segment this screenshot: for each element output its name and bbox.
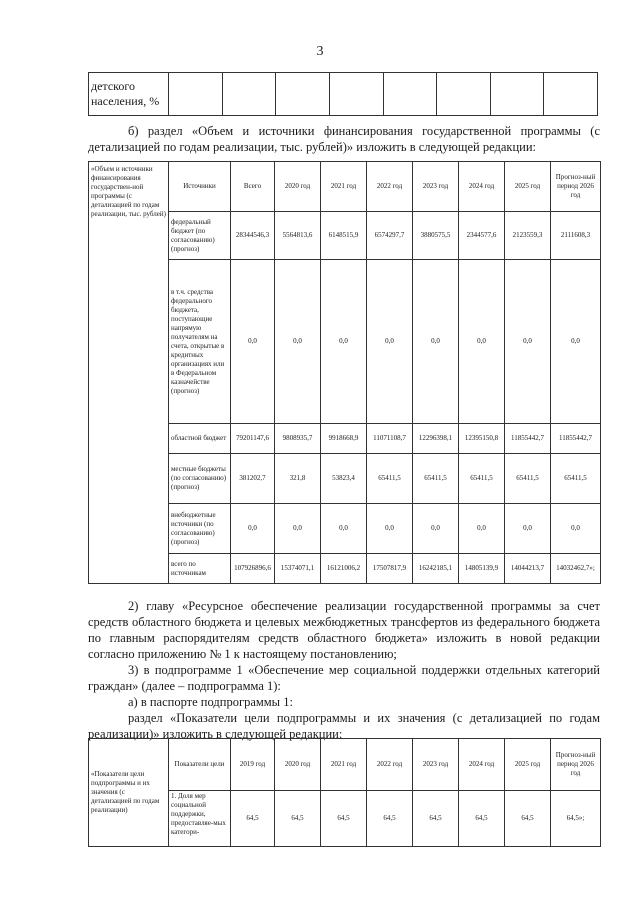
header-cell: Прогноз-ный период 2026 год: [551, 162, 601, 212]
empty-cell: [169, 73, 223, 116]
source-cell: внебюджетные источники (по согласованию) (прогноз): [169, 504, 231, 554]
empty-cell: [222, 73, 276, 116]
value-cell: 0,0: [505, 260, 551, 424]
header-cell: 2022 год: [367, 162, 413, 212]
value-cell: 64,5: [275, 791, 321, 847]
header-cell: 2023 год: [413, 162, 459, 212]
value-cell: 0,0: [367, 504, 413, 554]
value-cell: 0,0: [367, 260, 413, 424]
value-cell: 2111608,3: [551, 212, 601, 260]
header-cell: 2020 год: [275, 162, 321, 212]
value-cell: 321,8: [275, 454, 321, 504]
header-cell: Всего: [231, 162, 275, 212]
value-cell: 65411,5: [551, 454, 601, 504]
value-cell: 64,5»;: [551, 791, 601, 847]
source-cell: местные бюджеты (по согласованию) (прогноз): [169, 454, 231, 504]
row-header-cell: «Показатели цели подпрограммы и их значения (с детализацией по годам реализации): [89, 739, 169, 847]
value-cell: 0,0: [231, 260, 275, 424]
value-cell: 53823,4: [321, 454, 367, 504]
value-cell: 14032462,7»;: [551, 554, 601, 584]
value-cell: 65411,5: [367, 454, 413, 504]
header-cell: 2020 год: [275, 739, 321, 791]
table-header-row: [89, 739, 601, 791]
value-cell: 64,5: [367, 791, 413, 847]
value-cell: 6148515,9: [321, 212, 367, 260]
header-cell: 2024 год: [459, 162, 505, 212]
value-cell: 0,0: [231, 504, 275, 554]
financing-table: [88, 161, 601, 584]
empty-cell: [329, 73, 383, 116]
paragraph-2: 2) главу «Ресурсное обеспечение реализации государственной программы за счет средств областного бюджета и целевых межбюджетных трансфертов из федерального бюджета по главным распорядителям средств областного бюджета» изложить в новой редакции согласно приложению № 1 к настоящему постановлению;: [88, 599, 600, 661]
header-cell: 2025 год: [505, 739, 551, 791]
header-cell: Источники: [169, 162, 231, 212]
header-cell: 2024 год: [459, 739, 505, 791]
source-cell: областной бюджет: [169, 424, 231, 454]
value-cell: 11855442,7: [505, 424, 551, 454]
value-cell: 65411,5: [505, 454, 551, 504]
value-cell: 0,0: [459, 260, 505, 424]
value-cell: 79201147,6: [231, 424, 275, 454]
value-cell: 0,0: [413, 260, 459, 424]
value-cell: 64,5: [459, 791, 505, 847]
header-cell: 2025 год: [505, 162, 551, 212]
header-cell: Показатели цели: [169, 739, 231, 791]
value-cell: 9808935,7: [275, 424, 321, 454]
value-cell: 0,0: [413, 504, 459, 554]
top-table-fragment: [88, 72, 598, 116]
value-cell: 16121006,2: [321, 554, 367, 584]
header-cell: 2023 год: [413, 739, 459, 791]
header-cell: Прогноз-ный период 2026 год: [551, 739, 601, 791]
value-cell: 0,0: [321, 260, 367, 424]
paragraph-3a-section: раздел «Показатели цели подпрограммы и их значения (с детализацией по годам реализации)» изложить в следующей редакции:: [88, 711, 600, 741]
value-cell: 15374071,1: [275, 554, 321, 584]
empty-cell: [383, 73, 437, 116]
value-cell: 17507817,9: [367, 554, 413, 584]
empty-cell: [276, 73, 330, 116]
header-cell: 2021 год: [321, 739, 367, 791]
value-cell: 65411,5: [413, 454, 459, 504]
value-cell: 0,0: [505, 504, 551, 554]
value-cell: 11855442,7: [551, 424, 601, 454]
paragraph-3: 3) в подпрограмме 1 «Обеспечение мер социальной поддержки отдельных категорий граждан» (далее – подпрограмма 1):: [88, 663, 600, 693]
empty-cell: [437, 73, 491, 116]
indicator-label: детского населения, %: [89, 73, 169, 116]
value-cell: 0,0: [275, 504, 321, 554]
row-header-cell: «Объем и источники финансирования государствен-ной программы (с детализацией по годам реализации, тыс. рублей): [89, 162, 169, 584]
value-cell: 14805139,9: [459, 554, 505, 584]
value-cell: 6574297,7: [367, 212, 413, 260]
paragraph-b: б) раздел «Объем и источники финансирования государственной программы (с детализацией по годам реализации, тыс. рублей)» изложить в следующей редакции:: [88, 124, 600, 154]
value-cell: 107926896,6: [231, 554, 275, 584]
value-cell: 0,0: [321, 504, 367, 554]
value-cell: 64,5: [505, 791, 551, 847]
value-cell: 12296398,1: [413, 424, 459, 454]
value-cell: 2123559,3: [505, 212, 551, 260]
value-cell: 0,0: [551, 504, 601, 554]
value-cell: 64,5: [413, 791, 459, 847]
value-cell: 0,0: [459, 504, 505, 554]
header-cell: 2021 год: [321, 162, 367, 212]
indicator-cell: 1. Доля мер социальной поддержки, предоставляе-мых категори-: [169, 791, 231, 847]
empty-cell: [490, 73, 544, 116]
page-number: 3: [316, 44, 324, 59]
value-cell: 28344546,3: [231, 212, 275, 260]
source-cell: всего по источникам: [169, 554, 231, 584]
value-cell: 3880575,5: [413, 212, 459, 260]
source-cell: в т.ч. средства федерального бюджета, поступающие напрямую получателям на счета, открытые в кредитных организациях или в Федеральном казначействе (прогноз): [169, 260, 231, 424]
value-cell: 64,5: [231, 791, 275, 847]
value-cell: 64,5: [321, 791, 367, 847]
value-cell: 16242185,1: [413, 554, 459, 584]
value-cell: 0,0: [275, 260, 321, 424]
value-cell: 11071108,7: [367, 424, 413, 454]
header-cell: 2019 год: [231, 739, 275, 791]
indicators-table: [88, 738, 601, 847]
paragraph-3a: а) в паспорте подпрограммы 1:: [128, 695, 293, 709]
source-cell: федеральный бюджет (по согласованию) (прогноз): [169, 212, 231, 260]
empty-cell: [544, 73, 598, 116]
value-cell: 9918668,9: [321, 424, 367, 454]
value-cell: 14044213,7: [505, 554, 551, 584]
value-cell: 2344577,6: [459, 212, 505, 260]
table-row: [89, 73, 598, 116]
value-cell: 5564813,6: [275, 212, 321, 260]
table-header-row: [89, 162, 601, 212]
value-cell: 65411,5: [459, 454, 505, 504]
value-cell: 0,0: [551, 260, 601, 424]
header-cell: 2022 год: [367, 739, 413, 791]
value-cell: 12395150,8: [459, 424, 505, 454]
value-cell: 381202,7: [231, 454, 275, 504]
